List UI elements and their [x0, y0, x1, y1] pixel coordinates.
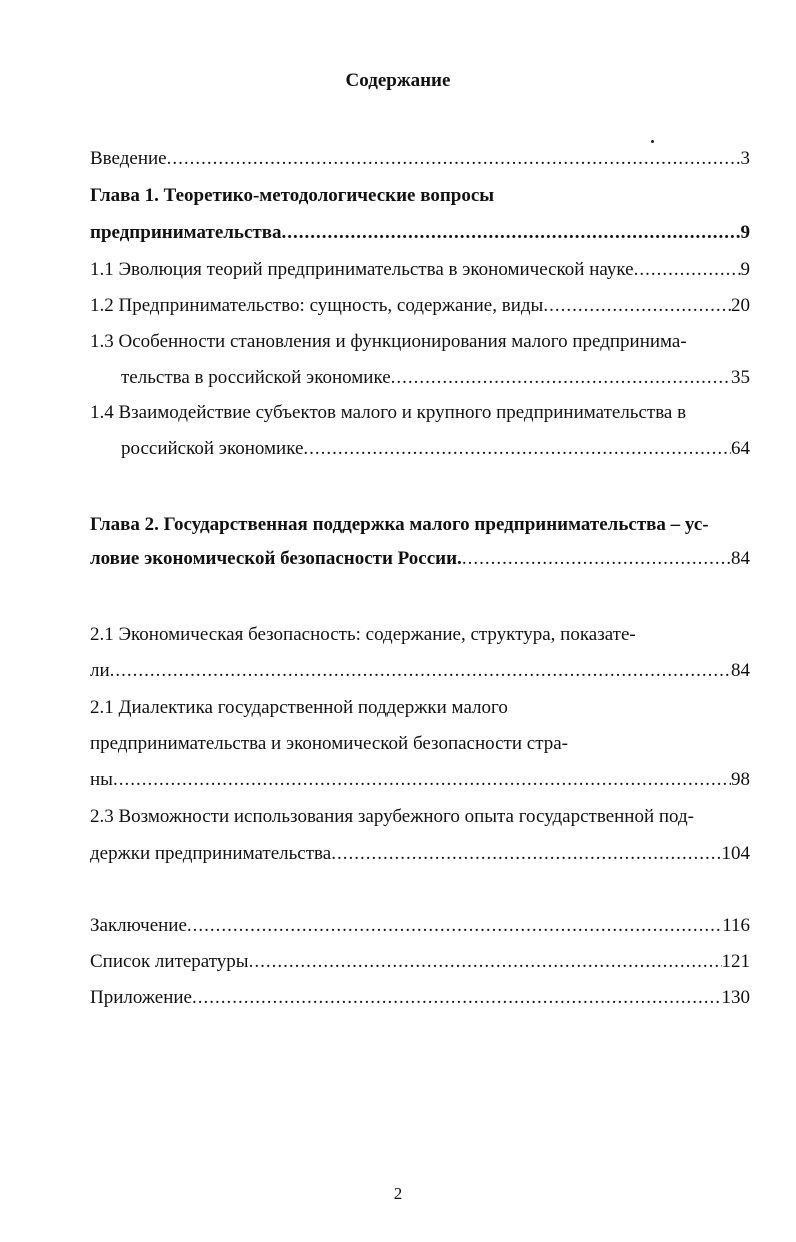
toc-page-number: 20 — [731, 295, 750, 316]
toc-entry-text: 1.2 Предпринимательство: сущность, содержание, виды — [90, 295, 544, 316]
toc-section-2-3-line1[interactable]: 2.3 Возможности использования зарубежного опыта государственной под- — [90, 806, 695, 827]
toc-section-1-4[interactable] — [121, 437, 750, 461]
toc-page-number: 9 — [740, 259, 750, 280]
leader-dots — [331, 842, 721, 866]
leader-dots — [303, 437, 731, 461]
leader-dots — [110, 659, 731, 683]
toc-entry-text: Приложение — [90, 987, 192, 1008]
toc-chapter-2-heading[interactable]: Глава 2. Государственная поддержка малого предпринимательства – ус- — [90, 514, 709, 535]
toc-entry-text: российской экономике — [121, 438, 304, 459]
toc-entry-text: 1.1 Эволюция теорий предпринимательства в экономической науке — [90, 259, 634, 280]
leader-dots — [192, 986, 722, 1010]
toc-chapter-1-heading[interactable]: Глава 1. Теоретико-методологические вопросы — [90, 185, 495, 206]
toc-section-2-1-line1[interactable]: 2.1 Экономическая безопасность: содержание, структура, показате- — [90, 624, 636, 645]
toc-entry-text: Список литературы — [90, 951, 249, 972]
leader-dots — [113, 768, 731, 792]
toc-section-1-3-line1[interactable]: 1.3 Особенности становления и функционирования малого предпринима- — [90, 331, 687, 352]
toc-section-2-1[interactable] — [90, 659, 750, 683]
toc-entry-intro[interactable] — [90, 147, 750, 171]
leader-dots — [462, 547, 731, 571]
toc-entry-conclusion[interactable] — [90, 914, 750, 938]
leader-dots — [187, 914, 722, 938]
toc-entry-references[interactable] — [90, 950, 750, 974]
toc-page-number: 130 — [721, 987, 750, 1008]
toc-entry-appendix[interactable] — [90, 986, 750, 1010]
leader-dots — [249, 950, 722, 974]
page-number: 2 — [393, 1184, 403, 1203]
toc-section-1-2[interactable] — [90, 294, 750, 318]
toc-section-2-2-line1[interactable]: 2.1 Диалектика государственной поддержки малого — [90, 697, 508, 718]
toc-entry-text: тельства в российской экономике — [121, 367, 391, 388]
toc-entry-text: ловие экономической безопасности России. — [90, 548, 462, 569]
toc-page-number: 84 — [731, 660, 750, 681]
scan-speck — [651, 140, 654, 143]
toc-entry-text: Заключение — [90, 915, 187, 936]
toc-page-number: 98 — [731, 769, 750, 790]
toc-page-number: 104 — [721, 843, 750, 864]
toc-section-2-3[interactable] — [90, 842, 750, 866]
leader-dots — [281, 221, 740, 245]
leader-dots — [634, 258, 741, 282]
toc-section-1-4-line1[interactable]: 1.4 Взаимодействие субъектов малого и крупного предпринимательства в — [90, 402, 687, 423]
toc-section-2-2[interactable] — [90, 768, 750, 792]
toc-section-1-1[interactable] — [90, 258, 750, 282]
toc-page-number: 116 — [722, 915, 750, 936]
toc-entry-text: ны — [90, 769, 113, 790]
toc-entry-text: Введение — [90, 148, 167, 169]
toc-page-number: 35 — [731, 367, 750, 388]
toc-entry-text: держки предпринимательства — [90, 843, 332, 864]
leader-dots — [391, 366, 731, 390]
toc-entry-text: предпринимательства — [90, 222, 282, 243]
toc-entry-text: ли — [90, 660, 110, 681]
toc-section-1-3[interactable] — [121, 366, 750, 390]
toc-page-number: 84 — [731, 548, 750, 569]
leader-dots — [543, 294, 731, 318]
toc-page-number: 3 — [740, 148, 750, 169]
toc-chapter-2[interactable] — [90, 547, 750, 571]
toc-page-number: 121 — [721, 951, 750, 972]
toc-section-2-2-line2[interactable]: предпринимательства и экономической безопасности стра- — [90, 733, 568, 754]
toc-chapter-1[interactable] — [90, 221, 750, 245]
toc-page-number: 64 — [731, 438, 750, 459]
toc-page-number: 9 — [740, 222, 750, 243]
page-title: Содержание — [345, 70, 451, 91]
leader-dots — [167, 147, 741, 171]
